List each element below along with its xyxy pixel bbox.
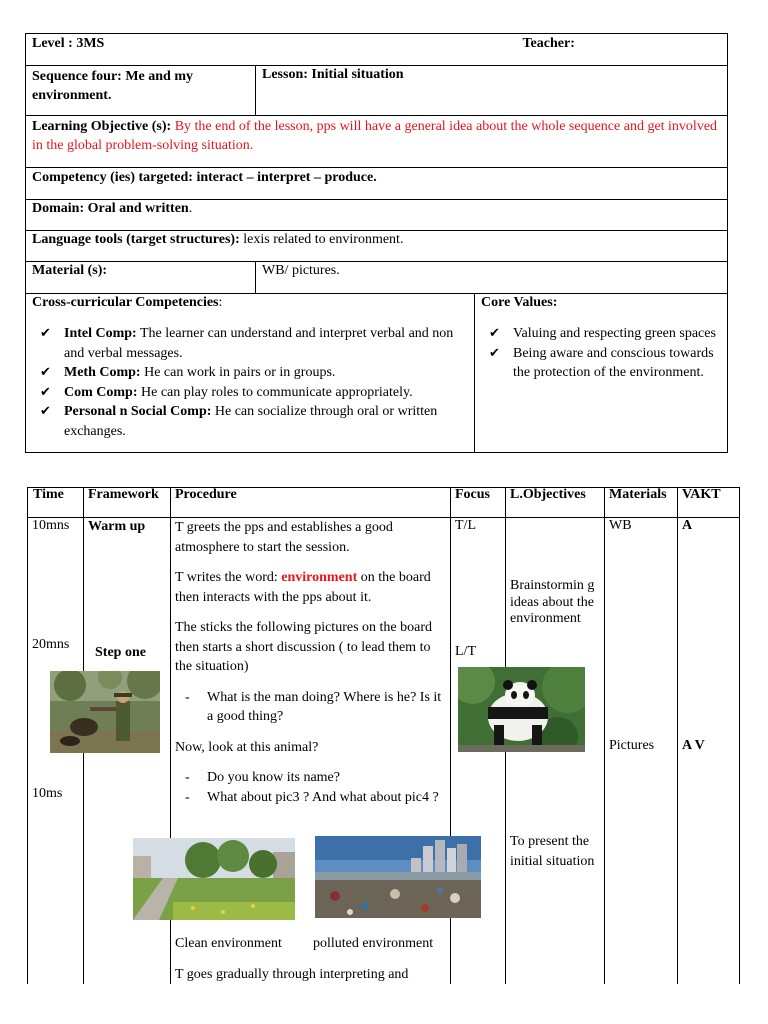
lesson-title: Lesson: Initial situation [262, 67, 404, 82]
caption-polluted: polluted environment [313, 936, 434, 951]
caption-clean: Clean environment [175, 936, 282, 951]
cross-curricular-cell [26, 294, 475, 453]
header-procedure: Procedure [175, 487, 237, 502]
polluted-environment-photo [315, 836, 481, 918]
intel-comp-label: Intel Comp: [64, 326, 137, 341]
procedure-pictures-intro: The sticks the following pictures on the board then starts a short discussion ( to lead them to the situation) [175, 620, 432, 674]
header-objectives: L.Objectives [510, 487, 586, 502]
focus-cell: L/T [455, 644, 476, 659]
list-item: - What about pic3 ? And what about pic4 ? [175, 788, 447, 808]
hunter-photo [50, 671, 160, 753]
list-item [481, 324, 721, 344]
lesson-info-table [25, 33, 728, 453]
question-list-2 [175, 768, 447, 807]
clean-environment-photo [133, 838, 295, 920]
cross-curricular-colon: : [218, 295, 223, 310]
core-value-text: Valuing and respecting green spaces [513, 326, 716, 341]
objective-text: By the end of the lesson, pps will have a general idea about the whole sequence and get involved in the global problem-solving situation. [32, 119, 718, 153]
level-label: Level : 3MS [32, 36, 105, 51]
objective-brainstorming: Brainstormin g ideas about the environment [510, 578, 595, 626]
com-comp-text: He can play roles to communicate appropriately. [137, 384, 413, 400]
material-cell [256, 262, 728, 294]
header-framework: Framework [88, 487, 159, 502]
list-item: - What is the man doing? Where is he? Is it a good thing? [175, 688, 447, 727]
time-cell: 10mns [32, 518, 70, 533]
framework-warm-up: Warm up [88, 519, 146, 534]
personal-social-comp-label: Personal n Social Comp: [64, 404, 212, 419]
competency-label: Competency (ies) targeted [32, 170, 189, 185]
domain-label: Domain: Oral and written [32, 201, 189, 216]
checkmark-icon: ✔ [40, 384, 51, 400]
material-wb: WB [609, 518, 632, 533]
procedure-greeting: T greets the pps and establishes a good atmosphere to start the session. [175, 520, 393, 555]
list-item [481, 344, 721, 383]
material-text: WB/ pictures. [262, 263, 340, 278]
core-value-text: Being aware and conscious towards the protection of the environment. [513, 345, 714, 380]
header-materials: Materials [609, 487, 667, 502]
checkmark-icon: ✔ [40, 404, 51, 419]
list-item [32, 383, 468, 403]
core-values-title: Core Values: [481, 295, 558, 310]
question-list-1 [175, 688, 447, 727]
material-pictures: Pictures [609, 738, 655, 753]
procedure-interpreting: T goes gradually through interpreting and [175, 967, 409, 982]
procedure-word-pre: T writes the word: [175, 570, 282, 585]
checkmark-icon: ✔ [489, 326, 500, 341]
header-vakt: VAKT [682, 487, 721, 502]
competency-text: : interact – interpret – produce. [188, 170, 377, 185]
language-label: Language tools (target structures): [32, 232, 240, 247]
material-label-cell [26, 262, 256, 294]
core-values-cell [475, 294, 728, 453]
core-values-list [481, 324, 721, 383]
domain-cell [26, 200, 728, 231]
meth-comp-label: Meth Comp: [64, 365, 141, 380]
list-item [32, 402, 468, 441]
procedure-cell [175, 518, 447, 807]
vakt-a: A [682, 518, 693, 533]
procedure-animal-prompt: Now, look at this animal? [175, 739, 319, 755]
personal-social-comp-text: He can socialize through oral or written exchanges. [64, 404, 438, 439]
header-time: Time [33, 487, 64, 502]
objective-label: Learning Objective (s): [32, 119, 175, 134]
framework-step-one: Step one [95, 645, 146, 660]
teacher-label: Teacher: [522, 36, 575, 51]
focus-cell: T/L [455, 518, 476, 533]
language-text: lexis related to environment. [239, 232, 404, 247]
cross-curricular-list [32, 324, 468, 441]
sequence-cell [26, 66, 256, 116]
list-item [32, 363, 468, 383]
material-label: Material (s): [32, 263, 108, 278]
time-cell: 10ms [32, 786, 63, 801]
panda-photo [458, 667, 585, 752]
intel-comp-text: The learner can understand and interpret verbal and non and verbal messages. [64, 326, 454, 361]
level-row [26, 34, 728, 66]
objective-present-situation: To present the initial situation [510, 834, 595, 869]
checkmark-icon: ✔ [489, 345, 500, 361]
keyword-environment: environment [281, 570, 358, 585]
procedure-word-post: on the board then interacts with the pps about it. [175, 570, 431, 605]
com-comp-label: Com Comp: [64, 384, 138, 400]
meth-comp-text: He can work in pairs or in groups. [140, 365, 336, 380]
vakt-av: A V [682, 738, 705, 753]
checkmark-icon: ✔ [40, 326, 51, 341]
time-cell: 20mns [32, 637, 70, 652]
competency-cell [26, 168, 728, 200]
language-cell [26, 231, 728, 262]
domain-dot: . [188, 201, 193, 216]
objective-cell [26, 116, 728, 168]
list-item: - Do you know its name? [175, 768, 447, 788]
list-item [32, 324, 468, 363]
lesson-cell [256, 66, 728, 116]
cross-curricular-title: Cross-curricular Competencies [32, 295, 219, 310]
checkmark-icon: ✔ [40, 365, 51, 380]
sequence-title: Sequence four: Me and my environment. [32, 69, 193, 103]
header-focus: Focus [455, 487, 490, 502]
procedure-word-intro [175, 568, 447, 607]
